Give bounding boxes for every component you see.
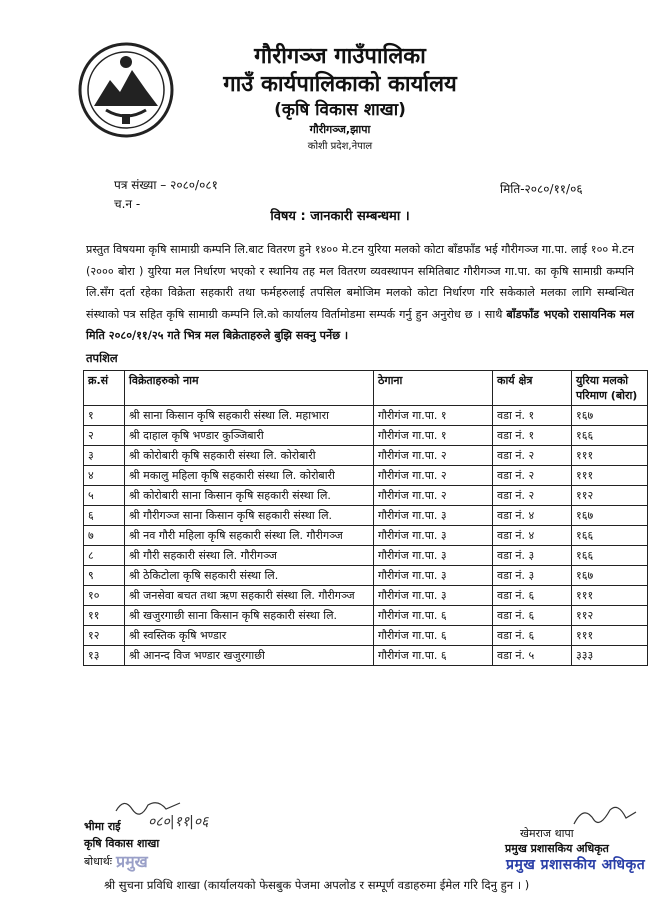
cell-work-area: वडा नं. २ [493, 446, 572, 466]
cell-work-area: वडा नं. ५ [493, 646, 572, 666]
cell-work-area: वडा नं. १ [493, 426, 572, 446]
official-stamp-text: प्रमुख प्रशासकीय अधिकृत [506, 857, 646, 873]
table-row [84, 526, 648, 546]
letter-body [86, 239, 634, 347]
cell-seller-name: श्री आनन्द विज भण्डार खजुरगाछी [125, 646, 374, 666]
header-municipality: गौरीगञ्ज गाउँपालिका [254, 44, 426, 69]
cell-serial: ७ [84, 526, 125, 546]
schedule-label: तपशिल [86, 351, 118, 365]
cell-seller-name: श्री गौरीगञ्ज साना किसान कृषि सहकारी संस्था लि. [125, 506, 374, 526]
cell-address: गौरीगंज गा.पा. ६ [374, 646, 493, 666]
cell-address: गौरीगंज गा.पा. २ [374, 466, 493, 486]
cell-work-area: वडा नं. २ [493, 486, 572, 506]
cell-serial: १३ [84, 646, 125, 666]
signatory-left-title: कृषि विकास शाखा [84, 837, 160, 850]
cell-serial: २ [84, 426, 125, 446]
cell-urea-quantity: १६६ [572, 426, 648, 446]
cell-serial: ४ [84, 466, 125, 486]
table-row [84, 506, 648, 526]
header-province: कोशी प्रदेश,नेपाल [307, 141, 373, 152]
cell-serial: १ [84, 406, 125, 426]
dispatch-number: च.न - [114, 197, 141, 211]
header-seller-name: विक्रेताहरुको नाम [125, 371, 374, 406]
cell-serial: ८ [84, 546, 125, 566]
cell-address: गौरीगंज गा.पा. ३ [374, 506, 493, 526]
cell-serial: ११ [84, 606, 125, 626]
cell-serial: ९ [84, 566, 125, 586]
body-text: प्रस्तुत विषयमा कृषि सामाग्री कम्पनि लि.बाट वितरण हुने १४०० मे.टन युरिया मलको कोटा बाँडफाँड भई गौरीगञ्ज गा.पा. लाई १०० मे.टन (२००० बोरा ) युरिया मल निर्धारण भएको र स्थानिय तह मल वितरण व्यवस्थापन समितिबाट गौरीगञ्ज गा.पा. का कृषि सामाग्री कम्पनि लि.सँग दर्ता रहेका विक्रेता सहकारी तथा फर्महरुलाई तपसिल बमोजिम मलको कोटा निर्धारण गरि सकेकाले मलका लागि सम्बन्धित संस्थाको पत्र सहित कृषि सामाग्री कम्पनि लि.को कार्यालय विर्तामोडमा सम्पर्क गर्नु हुन अनुरोध छ । साथै [86, 243, 634, 321]
header-office: गाउँ कार्यपालिकाको कार्यालय [223, 72, 457, 97]
subject-line: विषय : जानकारी सम्बन्धमा । [270, 209, 410, 224]
signatory-left-name: भीमा राई [84, 820, 121, 833]
cell-address: गौरीगंज गा.पा. ६ [374, 626, 493, 646]
cell-seller-name: श्री मकालु महिला कृषि सहकारी संस्था लि. कोरोबारी [125, 466, 374, 486]
reference-number: पत्र संख्या – २०८०/०८१ [114, 178, 218, 192]
header-serial: क्र.सं [84, 371, 125, 406]
table-row [84, 446, 648, 466]
cell-urea-quantity: १६६ [572, 526, 648, 546]
cell-serial: १२ [84, 626, 125, 646]
cell-address: गौरीगंज गा.पा. ६ [374, 606, 493, 626]
header-location: गौरीगञ्ज,झापा [309, 123, 371, 136]
table-row [84, 406, 648, 426]
cell-work-area: वडा नं. ६ [493, 606, 572, 626]
faded-stamp-text: प्रमुख [116, 852, 148, 871]
table-row [84, 566, 648, 586]
footer-cc-note: श्री सुचना प्रविधि शाखा (कार्यालयको फेसबुक पेजमा अपलोड र सम्पूर्ण वडाहरुमा ईमेल गरि दिनु हुन । ) [104, 878, 530, 892]
signature-right-icon [570, 800, 640, 830]
table-row [84, 646, 648, 666]
cell-address: गौरीगंज गा.पा. १ [374, 406, 493, 426]
cell-work-area: वडा नं. ३ [493, 566, 572, 586]
cell-urea-quantity: १६६ [572, 546, 648, 566]
table-row [84, 486, 648, 506]
cell-urea-quantity: १६७ [572, 406, 648, 426]
cell-urea-quantity: १११ [572, 626, 648, 646]
signatory-right-name: खेमराज थापा [520, 827, 574, 840]
cell-seller-name: श्री गौरी सहकारी संस्था लि. गौरीगञ्ज [125, 546, 374, 566]
cell-seller-name: श्री खजुरगाछी साना किसान कृषि सहकारी संस्था लि. [125, 606, 374, 626]
header-address: ठेगाना [374, 371, 493, 406]
cell-address: गौरीगंज गा.पा. ३ [374, 586, 493, 606]
cell-serial: ६ [84, 506, 125, 526]
header-work-area: कार्य क्षेत्र [493, 371, 572, 406]
cell-urea-quantity: १११ [572, 446, 648, 466]
cell-urea-quantity: १११ [572, 466, 648, 486]
table-row [84, 546, 648, 566]
municipality-emblem-icon [76, 40, 176, 140]
quota-table [83, 370, 648, 666]
header-urea-quantity: युरिया मलको परिमाण (बोरा) [572, 371, 648, 406]
cell-address: गौरीगंज गा.पा. १ [374, 426, 493, 446]
cell-address: गौरीगंज गा.पा. ३ [374, 546, 493, 566]
cell-serial: १० [84, 586, 125, 606]
cell-seller-name: श्री जनसेवा बचत तथा ऋण सहकारी संस्था लि. गौरीगञ्ज [125, 586, 374, 606]
table-header-row [84, 371, 648, 406]
body-bold-text: बाँडफाँड भएको रासायनिक मल मिति २०८०/११/२५ गते भित्र मल बिक्रेताहरुले बुझि सक्नु पर्नेछ । [86, 307, 635, 342]
cell-serial: ३ [84, 446, 125, 466]
cell-work-area: वडा नं. १ [493, 406, 572, 426]
signatory-right-title: प्रमुख प्रशासकिय अधिकृत [505, 842, 609, 855]
cell-work-area: वडा नं. ३ [493, 546, 572, 566]
table-row [84, 466, 648, 486]
table-row [84, 426, 648, 446]
cell-urea-quantity: ११२ [572, 486, 648, 506]
cell-seller-name: श्री कोरोबारी कृषि सहकारी संस्था लि. कोरोबारी [125, 446, 374, 466]
cell-address: गौरीगंज गा.पा. ३ [374, 526, 493, 546]
cell-seller-name: श्री दाहाल कृषि भण्डार कुञ्जिबारी [125, 426, 374, 446]
cell-urea-quantity: १६७ [572, 566, 648, 586]
cell-seller-name: श्री ठेकिटोला कृषि सहकारी संस्था लि. [125, 566, 374, 586]
table-row [84, 586, 648, 606]
cell-work-area: वडा नं. ६ [493, 586, 572, 606]
cell-address: गौरीगंज गा.पा. २ [374, 446, 493, 466]
cell-address: गौरीगंज गा.पा. ३ [374, 566, 493, 586]
cell-seller-name: श्री कोरोबारी साना किसान कृषि सहकारी संस्था लि. [125, 486, 374, 506]
cell-work-area: वडा नं. २ [493, 466, 572, 486]
cell-urea-quantity: १११ [572, 586, 648, 606]
cc-label: बोधार्थः [84, 855, 112, 868]
cell-work-area: वडा नं. ४ [493, 506, 572, 526]
signature-left-date: ०८०|११|०६ [148, 814, 209, 830]
cell-urea-quantity: ३३३ [572, 646, 648, 666]
cell-work-area: वडा नं. ६ [493, 626, 572, 646]
table-row [84, 626, 648, 646]
table-row [84, 606, 648, 626]
cell-seller-name: श्री साना किसान कृषि सहकारी संस्था लि. महाभारा [125, 406, 374, 426]
cell-urea-quantity: १६७ [572, 506, 648, 526]
cell-seller-name: श्री स्वस्तिक कृषि भण्डार [125, 626, 374, 646]
cell-work-area: वडा नं. ४ [493, 526, 572, 546]
cell-seller-name: श्री नव गौरी महिला कृषि सहकारी संस्था लि. गौरीगञ्ज [125, 526, 374, 546]
cell-address: गौरीगंज गा.पा. २ [374, 486, 493, 506]
header-branch: (कृषि विकास शाखा) [274, 100, 406, 120]
cell-serial: ५ [84, 486, 125, 506]
letter-date: मिति-२०८०/११/०६ [500, 182, 583, 196]
cell-urea-quantity: ११२ [572, 606, 648, 626]
